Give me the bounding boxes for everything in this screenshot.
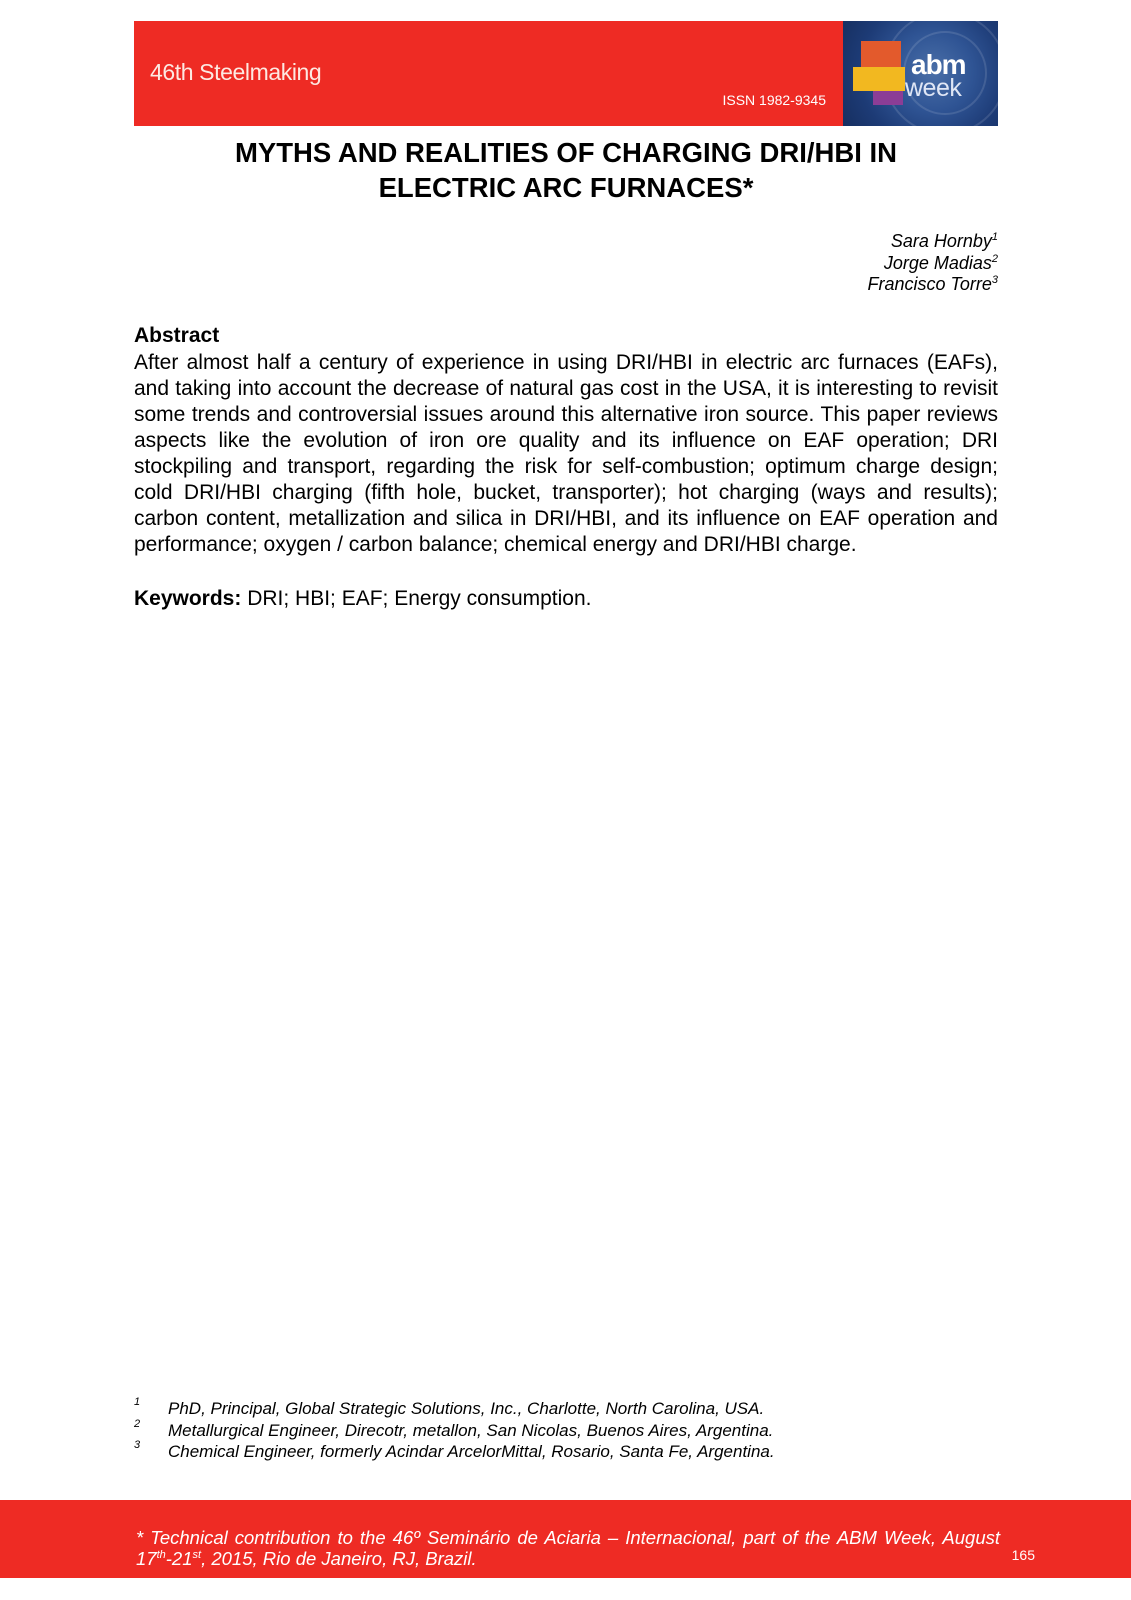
footnote: [134, 1441, 998, 1463]
footer-superscript: th: [156, 1549, 166, 1561]
abstract-text: After almost half a century of experience in using DRI/HBI in electric arc furnaces (EAFs), and taking into account the decrease of natural gas cost in the USA, it is interesting to revisit some trends and controversial issues around this alternative iron source. This paper reviews aspects like the evolution of iron ore quality and its influence on EAF operation; DRI stockpiling and transport, regarding the risk for self-combustion; optimum charge design; cold DRI/HBI charging (fifth hole, bucket, transporter); hot charging (ways and results); carbon content, metallization and silica in DRI/HBI, and its influence on EAF operation and performance; oxygen / carbon balance; chemical energy and DRI/HBI charge.: [134, 351, 998, 556]
logo-block-purple: [873, 91, 903, 105]
footer-banner: [0, 1500, 1131, 1578]
footer-text-part: * Technical contribution to the 46º Seminário de Aciaria – Internacional, part of the ABM Week, August 17: [136, 1527, 1000, 1569]
footer-superscript: st: [192, 1549, 202, 1561]
author-affiliation-mark: 1: [991, 231, 998, 243]
footnote-text: Chemical Engineer, formerly Acindar ArcelorMittal, Rosario, Santa Fe, Argentina.: [168, 1442, 775, 1461]
logo-text-abm: abm: [911, 49, 966, 80]
footer-text-part: , 2015, Rio de Janeiro, RJ, Brazil.: [201, 1548, 477, 1569]
title-line-2: ELECTRIC ARC FURNACES*: [378, 172, 754, 203]
issn-label: ISSN 1982-9345: [722, 92, 826, 108]
footnote-text: PhD, Principal, Global Strategic Solutions, Inc., Charlotte, North Carolina, USA.: [168, 1399, 765, 1418]
header-banner: [134, 21, 998, 126]
footer-text-part: -21: [165, 1548, 193, 1569]
footnote-number: 2: [134, 1417, 141, 1430]
author-name: Jorge Madias: [883, 252, 992, 273]
author-name: Sara Hornby: [890, 231, 992, 251]
author-list: [868, 231, 999, 296]
affiliation-footnotes: [134, 1398, 998, 1463]
keywords-text: DRI; HBI; EAF; Energy consumption.: [241, 587, 592, 610]
author-affiliation-mark: 2: [991, 252, 998, 265]
abm-week-logo: [843, 21, 998, 126]
event-title: 46th Steelmaking: [150, 59, 322, 85]
abstract-heading: Abstract: [134, 324, 220, 347]
author: [868, 274, 999, 296]
technical-contribution-note: [136, 1527, 1000, 1569]
keywords-label: Keywords:: [134, 587, 242, 610]
title-line-1: MYTHS AND REALITIES OF CHARGING DRI/HBI IN: [234, 137, 898, 168]
paper-title: [134, 135, 998, 205]
footnote-number: 1: [134, 1396, 141, 1408]
footnote: [134, 1417, 998, 1442]
logo-block-orange: [861, 41, 901, 67]
author-name: Francisco Torre: [867, 274, 992, 294]
logo-text-week: week: [905, 74, 962, 102]
footnote: [134, 1398, 998, 1420]
page-number: 165: [1011, 1547, 1035, 1563]
keywords-line: [134, 587, 592, 611]
author: [868, 231, 999, 253]
author-affiliation-mark: 3: [991, 274, 998, 286]
footnote-number: 3: [134, 1439, 141, 1451]
author: [868, 253, 999, 275]
footnote-text: Metallurgical Engineer, Direcotr, metallon, San Nicolas, Buenos Aires, Argentina.: [168, 1420, 774, 1440]
logo-block-yellow: [853, 67, 905, 91]
